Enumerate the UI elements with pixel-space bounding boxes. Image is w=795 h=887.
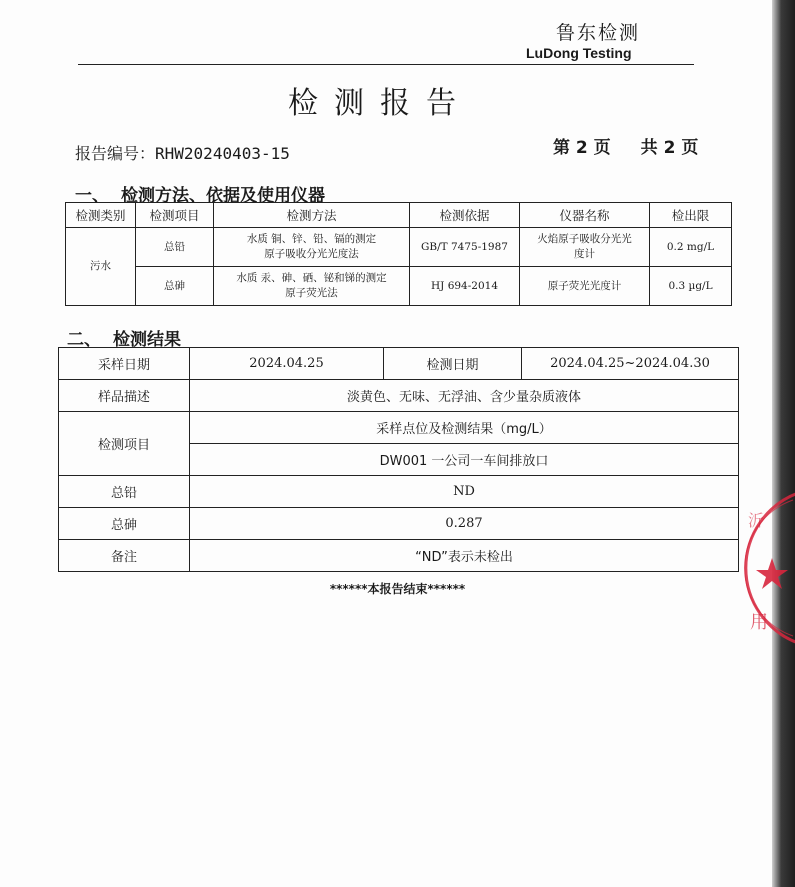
- limit-cell: 0.3 µg/L: [650, 267, 732, 306]
- result-item: 总砷: [59, 508, 190, 540]
- instrument-cell: [520, 228, 650, 267]
- scan-edge-shadow: [772, 0, 795, 887]
- method-cell: [214, 267, 410, 306]
- sampling-date-value: 2024.04.25: [190, 348, 384, 380]
- method-line2: 原子吸收分光光度法: [264, 248, 359, 260]
- table-row: [59, 348, 739, 380]
- header-method: 检测方法: [214, 203, 410, 228]
- result-value: ND: [190, 476, 739, 508]
- report-number-label: 报告编号：: [75, 144, 156, 163]
- page-current: 第 2 页: [553, 138, 611, 158]
- limit-cell: 0.2 mg/L: [650, 228, 732, 267]
- method-cell: [214, 228, 410, 267]
- method-line2: 原子荧光法: [285, 287, 338, 299]
- section1-title: 检测方法、依据及使用仪器: [121, 186, 325, 206]
- header-limit: 检出限: [650, 203, 732, 228]
- sampling-point: DW001 一公司一车间排放口: [190, 444, 739, 476]
- sample-desc-value: 淡黄色、无味、无浮油、含少量杂质液体: [190, 380, 739, 412]
- report-number-value: RHW20240403-15: [155, 144, 290, 163]
- method-line1: 水质 铜、锌、铅、镉的测定: [246, 233, 377, 245]
- report-title: 检测报告: [288, 86, 472, 121]
- category-cell: 污水: [66, 228, 136, 306]
- basis-cell: GB/T 7475-1987: [410, 228, 520, 267]
- section2-number: 二、: [67, 330, 101, 350]
- page-total: 共 2 页: [640, 138, 699, 158]
- instrument-line1: 火焰原子吸收分光光: [537, 233, 632, 245]
- official-seal-stamp: [738, 488, 795, 648]
- result-value: 0.287: [190, 508, 739, 540]
- instrument-cell: 原子荧光光度计: [520, 267, 650, 306]
- section2-title: 检测结果: [113, 330, 181, 350]
- test-date-label: 检测日期: [384, 348, 522, 380]
- instrument-line2: 度计: [574, 248, 595, 260]
- basis-cell: HJ 694-2014: [410, 267, 520, 306]
- svg-text:沂: 沂: [748, 511, 765, 530]
- header-item: 检测项目: [136, 203, 214, 228]
- sample-desc-label: 样品描述: [59, 380, 190, 412]
- report-number: [75, 141, 290, 164]
- test-item-label: 检测项目: [59, 412, 190, 476]
- test-date-value: 2024.04.25~2024.04.30: [522, 348, 739, 380]
- methods-table: [65, 202, 732, 306]
- result-item: 总铅: [59, 476, 190, 508]
- table-row: [59, 508, 739, 540]
- table-row: [59, 412, 739, 444]
- table-row: [59, 476, 739, 508]
- sampling-date-label: 采样日期: [59, 348, 190, 380]
- results-header: 采样点位及检测结果（mg/L）: [190, 412, 739, 444]
- header-instrument: 仪器名称: [520, 203, 650, 228]
- remark-label: 备注: [59, 540, 190, 572]
- methods-header-row: [66, 203, 732, 228]
- svg-text:用: 用: [750, 612, 768, 633]
- header-divider: [78, 64, 694, 65]
- remark-value: “ND”表示未检出: [190, 540, 739, 572]
- brand-name-cn: 鲁东检测: [556, 22, 641, 44]
- table-row: [66, 228, 732, 267]
- section1-number: 一、: [75, 186, 109, 206]
- brand-name-en: LuDong Testing: [526, 45, 632, 61]
- header-basis: 检测依据: [410, 203, 520, 228]
- table-row: [59, 540, 739, 572]
- table-row: [59, 380, 739, 412]
- results-table: [58, 347, 739, 572]
- method-line1: 水质 汞、砷、硒、铋和锑的测定: [236, 272, 387, 284]
- item-cell: 总砷: [136, 267, 214, 306]
- page-indicator: [553, 133, 728, 158]
- header-category: 检测类别: [66, 203, 136, 228]
- item-cell: 总铅: [136, 228, 214, 267]
- table-row: [66, 267, 732, 306]
- report-end-marker: ******本报告结束******: [329, 582, 466, 596]
